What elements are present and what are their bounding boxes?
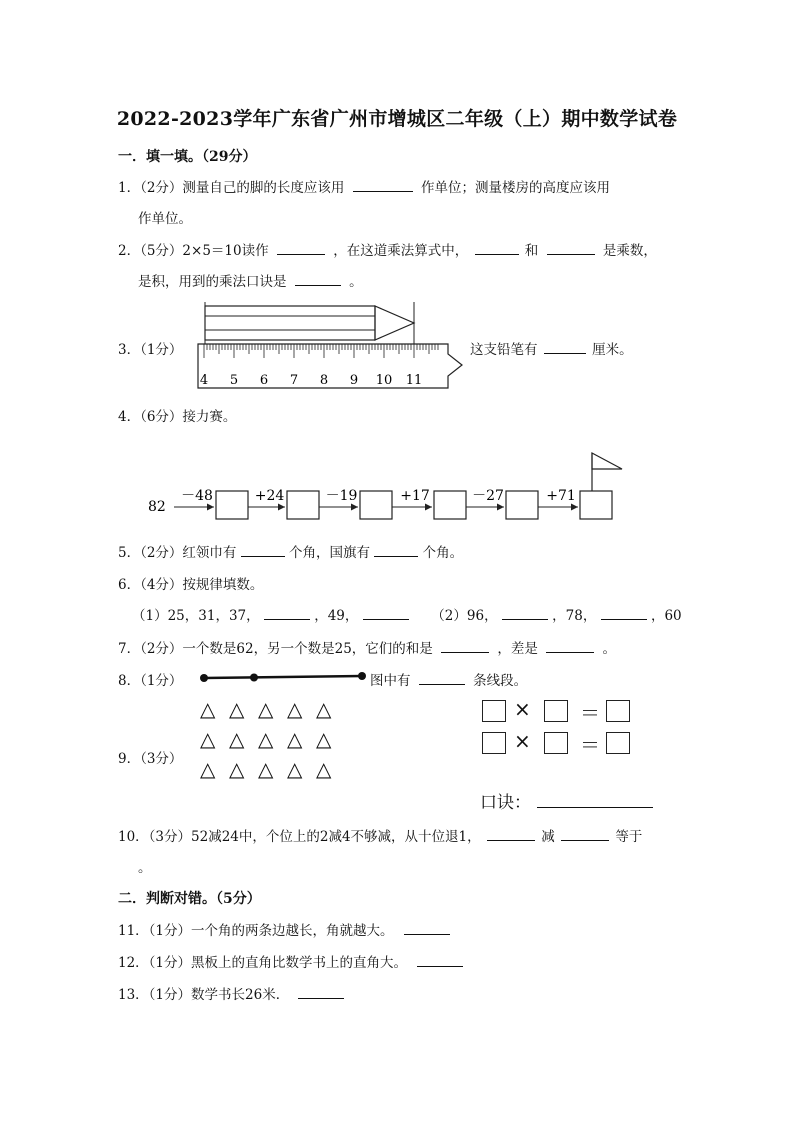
- q3-text: 这支铅笔有: [470, 342, 538, 358]
- koujue-label: 口诀：: [480, 793, 531, 813]
- question-13: [118, 983, 344, 1003]
- q2-text-4: 是积，用到的乘法口诀是: [138, 274, 287, 290]
- q10-text: 10．（3分）52减24中，个位上的2减4不够减，从十位退1，: [118, 829, 481, 845]
- q3-unit: 厘米。: [592, 342, 633, 358]
- q8-answer: [370, 669, 527, 689]
- page-title: 2022-2023学年广东省广州市增城区二年级（上）期中数学试卷: [116, 108, 678, 130]
- answer-box[interactable]: [482, 700, 506, 722]
- triangle-icon: △: [287, 697, 303, 721]
- answer-box[interactable]: [544, 732, 568, 754]
- answer-box[interactable]: [606, 732, 630, 754]
- koujue-blank[interactable]: [537, 793, 653, 808]
- q11-blank[interactable]: [404, 922, 450, 935]
- q1-blank-1[interactable]: [353, 179, 413, 192]
- q10-text-mid: 减: [541, 829, 555, 845]
- q10-line-2: 。: [138, 860, 152, 876]
- triangle-grid: [200, 697, 350, 787]
- q6-blank-1[interactable]: [264, 607, 310, 620]
- relay-operation: －48: [181, 488, 213, 504]
- relay-operation: +17: [400, 488, 430, 504]
- triangle-icon: △: [200, 697, 216, 721]
- q2-blank-3[interactable]: [547, 242, 595, 255]
- q7-text-mid: ，差是: [497, 641, 538, 657]
- triangle-icon: △: [316, 727, 332, 751]
- equals-sign: ＝: [580, 701, 600, 725]
- ruler-icon: [198, 344, 462, 388]
- q3-answer: [470, 338, 633, 358]
- q7-text-end: 。: [602, 641, 616, 657]
- q8-lead: 8．（1分）: [118, 673, 183, 689]
- q9-lead: 9．（3分）: [118, 751, 183, 767]
- q6-seq2-mid: ，78，: [552, 608, 597, 624]
- q9-koujue: [480, 788, 653, 813]
- q2-text-2: 和: [524, 243, 539, 259]
- line-segment-figure: [196, 668, 372, 688]
- triangle-icon: △: [200, 757, 216, 781]
- q7-text: 7．（2分）一个数是62，另一个数是25，它们的和是: [118, 641, 433, 657]
- question-10: [118, 825, 642, 845]
- triangle-icon: △: [229, 727, 245, 751]
- equals-sign: ＝: [580, 733, 600, 757]
- q1-text: 1．（2分）测量自己的脚的长度应该用: [118, 180, 345, 196]
- q2-line-2: [138, 270, 363, 290]
- q7-blank-2[interactable]: [546, 640, 594, 653]
- triangle-icon: △: [258, 757, 274, 781]
- times-sign: ×: [514, 729, 531, 753]
- flag-icon: [592, 453, 622, 491]
- q6-sequences: [132, 604, 682, 624]
- question-5: [118, 541, 463, 561]
- q8-blank[interactable]: [419, 672, 465, 685]
- multiplication-boxes: [480, 697, 660, 762]
- ruler-tick-label: 5: [229, 373, 239, 388]
- question-2: [118, 239, 657, 259]
- q6-seq1-text: （1）25，31，37，: [132, 608, 260, 624]
- ruler-tick-label: 8: [319, 373, 329, 388]
- question-1: [118, 176, 610, 196]
- relay-operation: +24: [254, 488, 285, 504]
- q6-seq2-text: （2）96，: [431, 608, 498, 624]
- ruler-tick-label: 11: [405, 373, 423, 388]
- ruler-tick-label: 4: [199, 373, 209, 388]
- q6-blank-2[interactable]: [363, 607, 409, 620]
- pencil-icon: [205, 302, 414, 344]
- relay-answer-box[interactable]: [216, 491, 248, 519]
- triangle-icon: △: [316, 697, 332, 721]
- q10-text-end: 等于: [615, 829, 643, 845]
- triangle-icon: △: [258, 697, 274, 721]
- triangle-icon: △: [258, 727, 274, 751]
- q6-seq2-end: ，60: [650, 608, 682, 624]
- q3-lead: 3．（1分）: [118, 342, 183, 358]
- q12-blank[interactable]: [417, 954, 463, 967]
- q6-lead: 6．（4分）按规律填数。: [118, 577, 264, 593]
- triangle-icon: △: [229, 697, 245, 721]
- q12-text: 12．（1分）黑板上的直角比数学书上的直角大。: [118, 955, 408, 971]
- ruler-tick-label: 10: [375, 373, 393, 388]
- q11-text: 11．（1分）一个角的两条边越长，角就越大。: [118, 923, 394, 939]
- triangle-icon: △: [229, 757, 245, 781]
- triangle-icon: △: [316, 757, 332, 781]
- q10-blank-2[interactable]: [561, 828, 609, 841]
- triangle-icon: △: [287, 727, 303, 751]
- triangle-icon: △: [200, 727, 216, 751]
- relay-answer-box[interactable]: [506, 491, 538, 519]
- q3-blank[interactable]: [544, 341, 586, 354]
- q13-text: 13．（1分）数学书长26米．: [118, 987, 290, 1003]
- q2-blank-4[interactable]: [295, 273, 341, 286]
- question-7: [118, 637, 616, 657]
- answer-box[interactable]: [544, 700, 568, 722]
- q1-text-mid: 作单位；测量楼房的高度应该用: [421, 180, 611, 196]
- q6-blank-3[interactable]: [502, 607, 548, 620]
- q5-text-mid: 个角，国旗有: [289, 545, 371, 561]
- times-sign: ×: [514, 697, 531, 721]
- relay-operation: －19: [325, 488, 358, 504]
- question-12: [118, 951, 463, 971]
- q2-blank-2[interactable]: [475, 242, 519, 255]
- q2-text: 2．（5分）2×5＝10读作: [118, 243, 269, 259]
- ruler-tick-label: 7: [289, 373, 299, 388]
- q6-seq1-mid: ，49，: [314, 608, 359, 624]
- ruler-tick-label: 6: [259, 373, 269, 388]
- q8-text: 图中有: [370, 673, 411, 689]
- answer-box[interactable]: [606, 700, 630, 722]
- q2-text-5: 。: [349, 274, 363, 290]
- relay-race-figure: [140, 445, 640, 533]
- q6-blank-4[interactable]: [601, 607, 647, 620]
- question-11: [118, 919, 450, 939]
- q13-blank[interactable]: [298, 986, 344, 999]
- q2-blank-1[interactable]: [277, 242, 325, 255]
- q5-text-end: 个角。: [422, 545, 464, 561]
- section-2-heading: 二．判断对错。（5分）: [118, 891, 261, 907]
- relay-answer-box[interactable]: [434, 491, 466, 519]
- q10-blank-1[interactable]: [487, 828, 535, 841]
- ruler-tick-label: 9: [349, 373, 359, 388]
- q5-blank-1[interactable]: [241, 544, 285, 557]
- q2-text-1: ，在这道乘法算式中，: [333, 243, 469, 259]
- q5-blank-2[interactable]: [374, 544, 418, 557]
- section-1-heading: 一．填一填。（29分）: [118, 149, 257, 165]
- relay-start-number: 82: [148, 499, 166, 515]
- pencil-ruler-figure: [190, 298, 470, 394]
- q7-blank-1[interactable]: [441, 640, 489, 653]
- relay-operation: +71: [546, 488, 576, 504]
- relay-operation: －27: [472, 488, 504, 504]
- relay-answer-box[interactable]: [580, 491, 612, 519]
- q4-lead: 4．（6分）接力赛。: [118, 409, 237, 425]
- q1-line-2: 作单位。: [138, 211, 192, 227]
- relay-answer-box[interactable]: [360, 491, 392, 519]
- q8-text-end: 条线段。: [473, 673, 528, 689]
- q5-text: 5．（2分）红领巾有: [118, 545, 237, 561]
- relay-answer-box[interactable]: [287, 491, 319, 519]
- q2-text-3: 是乘数，: [602, 243, 657, 259]
- answer-box[interactable]: [482, 732, 506, 754]
- triangle-icon: △: [287, 757, 303, 781]
